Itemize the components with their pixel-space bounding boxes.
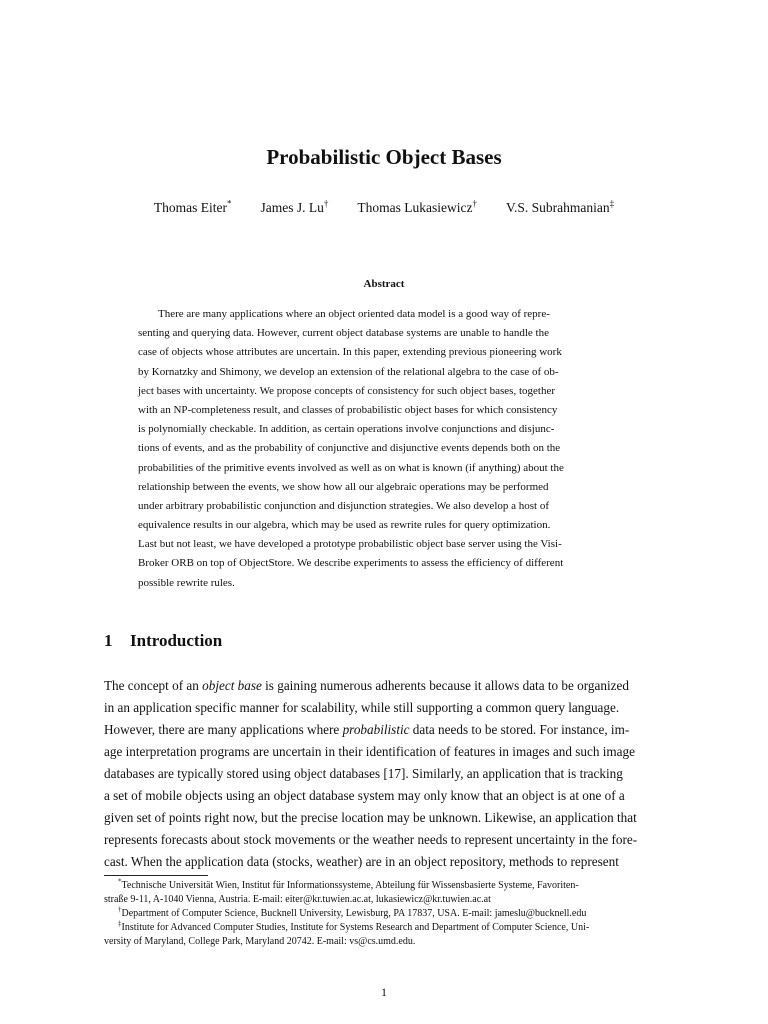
- abstract-line: equivalence results in our algebra, which may be used as rewrite rules for query optimization.: [138, 519, 551, 532]
- body-line: cast. When the application data (stocks, weather) are in an object repository, methods to represent: [104, 854, 619, 869]
- abstract-line: possible rewrite rules.: [138, 576, 235, 589]
- abstract-body: [138, 305, 612, 593]
- abstract-line: is polynomially checkable. In addition, as certain operations involve conjunctions and disjunc-: [138, 423, 555, 436]
- body-line: However, there are many applications where probabilistic data needs to be stored. For instance, im-: [104, 722, 630, 737]
- body-line: a set of mobile objects using an object database system may only know that an object is at one of a: [104, 788, 625, 803]
- author-affiliation-mark: †: [323, 198, 329, 209]
- introduction-body: [104, 675, 646, 873]
- abstract-heading: Abstract: [363, 278, 405, 290]
- author-affiliation-mark: ‡: [609, 198, 615, 209]
- abstract-line: by Kornatzky and Shimony, we develop an extension of the relational algebra to the case of ob-: [138, 365, 559, 378]
- footnote-line: versity of Maryland, College Park, Maryland 20742. E-mail: vs@cs.umd.edu.: [104, 936, 416, 948]
- author-list: [0, 199, 768, 217]
- abstract-line: tions of events, and as the probability of conjunctive and disjunctive events depends both on the: [138, 442, 561, 455]
- footnotes: [104, 879, 646, 949]
- author: Thomas Eiter*: [153, 198, 232, 215]
- abstract-line: relationship between the events, we show how all our algebraic operations may be performed: [138, 480, 549, 493]
- author-affiliation-mark: *: [227, 198, 232, 209]
- abstract-line: under arbitrary probabilistic conjunction and disjunction strategies. We also develop a host of: [138, 499, 550, 512]
- section-number: 1: [104, 631, 113, 650]
- emphasis: probabilistic: [342, 722, 410, 737]
- page-number: 1: [381, 985, 387, 999]
- abstract-line: senting and querying data. However, current object database systems are unable to handle the: [138, 327, 549, 340]
- abstract-line: There are many applications where an object oriented data model is a good way of repre-: [158, 308, 550, 320]
- body-line: databases are typically stored using object databases [17]. Similarly, an application that is tracking: [104, 766, 623, 781]
- author: V.S. Subrahmanian‡: [505, 198, 615, 215]
- abstract-line: with an NP-completeness result, and classes of probabilistic object bases for which consistency: [138, 403, 558, 416]
- body-line: age interpretation programs are uncertain in their identification of features in images and such image: [104, 744, 635, 759]
- abstract-line: ject bases with uncertainty. We propose concepts of consistency for such object bases, together: [138, 384, 555, 397]
- footnote-line: ‡Institute for Advanced Computer Studies, Institute for Systems Research and Department of Computer Science, Uni-: [118, 919, 590, 934]
- footnote-line: †Department of Computer Science, Bucknell University, Lewisburg, PA 17837, USA. E-mail: jameslu@bucknell.edu: [118, 905, 587, 920]
- footnote-mark: †: [118, 905, 122, 914]
- footnote-divider: [104, 875, 208, 876]
- body-line: represents forecasts about stock movements or the weather needs to represent uncertainty in the fore-: [104, 832, 638, 847]
- abstract-line: probabilities of the primitive events involved as well as on what is known (if anything) about the: [138, 461, 564, 474]
- body-line: in an application specific manner for scalability, while still supporting a common query language.: [104, 700, 620, 715]
- abstract-line: Last but not least, we have developed a prototype probabilistic object base server using the Visi-: [138, 538, 562, 551]
- emphasis: object base: [202, 678, 262, 693]
- author: Thomas Lukasiewicz†: [357, 198, 477, 215]
- author: James J. Lu†: [260, 198, 329, 215]
- author-affiliation-mark: †: [472, 198, 477, 209]
- footnote-mark: *: [118, 877, 122, 886]
- body-line: given set of points right now, but the precise location may be unknown. Likewise, an application that: [104, 810, 637, 825]
- footnote-mark: ‡: [118, 919, 122, 928]
- section-title: Introduction: [130, 631, 223, 650]
- section-heading-introduction: [104, 630, 222, 652]
- paper-title: Probabilistic Object Bases: [266, 145, 502, 169]
- footnote-line: straße 9-11, A-1040 Vienna, Austria. E-mail: eiter@kr.tuwien.ac.at, lukasiewicz@kr.tuwien.ac.at: [104, 894, 491, 906]
- body-line: The concept of an object base is gaining numerous adherents because it allows data to be organized: [104, 678, 629, 693]
- abstract-line: case of objects whose attributes are uncertain. In this paper, extending previous pioneering work: [138, 346, 562, 359]
- footnote-line: *Technische Universität Wien, Institut für Informationssysteme, Abteilung für Wissensbasierte Systeme, Favoriten-: [118, 877, 579, 891]
- abstract-line: Broker ORB on top of ObjectStore. We describe experiments to assess the efficiency of different: [138, 557, 564, 570]
